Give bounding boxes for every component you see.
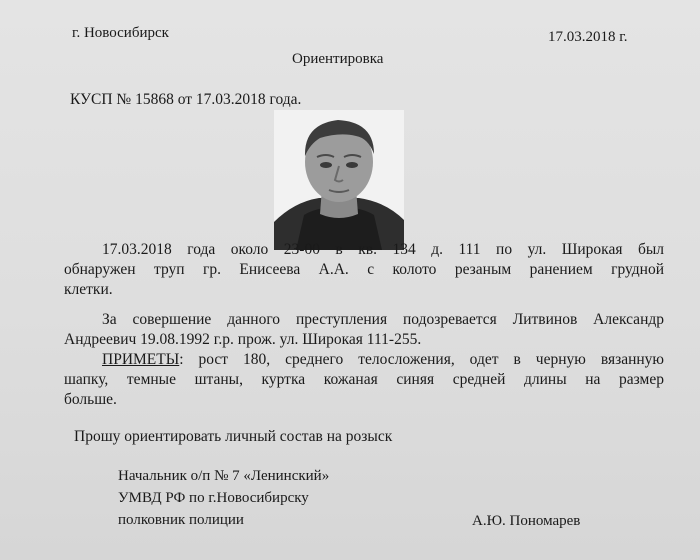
p1-line1: 17.03.2018 года около 23-00 в кв. 134 д. 111 по ул. Широкая был — [102, 241, 664, 258]
suspect-photo — [274, 110, 404, 250]
p1-line3: клетки. — [64, 281, 113, 298]
p2-line1: За совершение данного преступления подозревается Литвинов Александр — [102, 311, 664, 328]
kusp-line: КУСП № 15868 от 17.03.2018 года. — [70, 91, 302, 108]
signature-position: Начальник о/п № 7 «Ленинский» — [118, 468, 330, 484]
header-date: 17.03.2018 г. — [548, 29, 628, 45]
signature-name: А.Ю. Пономарев — [472, 513, 581, 529]
p3-line1: : рост 180, среднего телосложения, одет в черную вязанную — [179, 351, 664, 368]
p1-line2: обнаружен труп гр. Енисеева А.А. с колото резаным ранением грудной — [64, 261, 664, 278]
paragraph-description — [64, 350, 664, 410]
request-line: Прошу ориентировать личный состав на розыск — [74, 428, 393, 445]
p3-line3: больше. — [64, 391, 117, 408]
signature-rank: полковник полиции — [118, 512, 244, 528]
suspect-photo-icon — [274, 110, 404, 250]
signs-label: ПРИМЕТЫ — [102, 351, 180, 368]
p3-line2: шапку, темные штаны, куртка кожаная синяя средней длины на размер — [64, 371, 664, 388]
paragraph-incident — [64, 240, 664, 300]
paragraph-suspect — [64, 310, 664, 350]
document-title: Ориентировка — [292, 51, 384, 67]
p2-line2: Андреевич 19.08.1992 г.р. прож. ул. Широкая 111-255. — [64, 331, 422, 348]
header-city: г. Новосибирск — [72, 25, 169, 41]
signature-department: УМВД РФ по г.Новосибирску — [118, 490, 309, 506]
